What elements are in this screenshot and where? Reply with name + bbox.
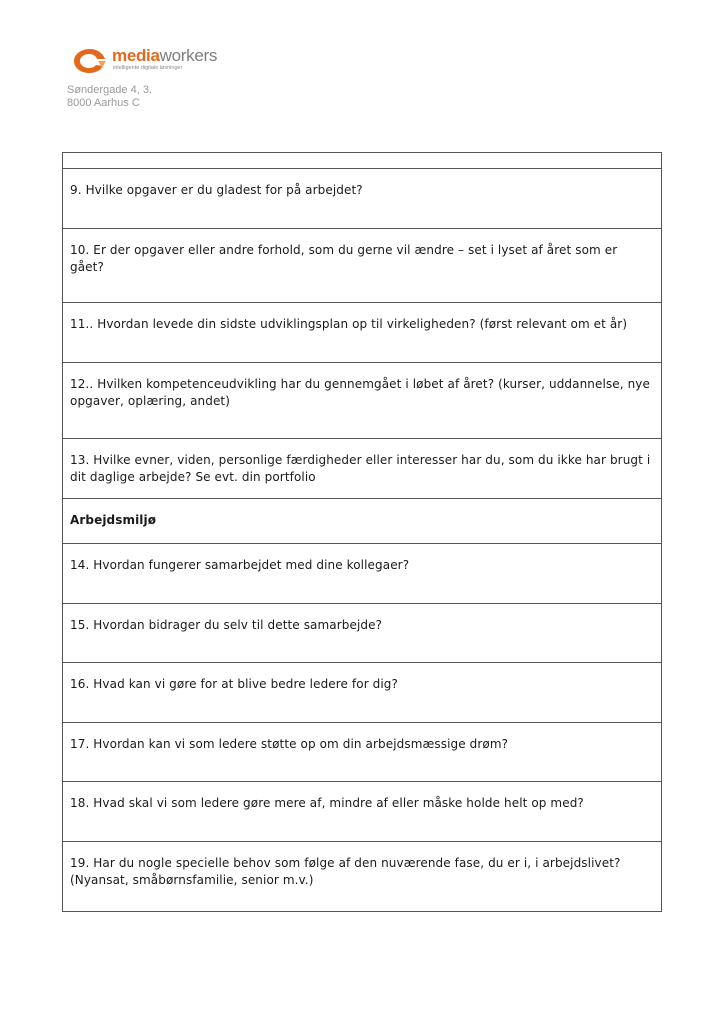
table-row bbox=[63, 604, 662, 663]
table-row bbox=[63, 663, 662, 723]
table-row bbox=[63, 544, 662, 604]
logo-swirl-icon bbox=[72, 46, 108, 76]
question-12[interactable]: 12.. Hvilken kompetenceudvikling har du gennemgået i løbet af året? (kurser, uddannelse, nye opgaver, oplæring, andet) bbox=[63, 363, 662, 439]
company-logo bbox=[72, 46, 218, 78]
logo-wordmark-secondary: workers bbox=[159, 46, 218, 65]
table-row bbox=[63, 303, 662, 363]
table-row bbox=[63, 723, 662, 782]
company-address bbox=[67, 84, 152, 110]
address-street: Søndergade 4, 3. bbox=[67, 84, 153, 96]
question-17[interactable]: 17. Hvordan kan vi som ledere støtte op om din arbejdsmæssige drøm? bbox=[63, 723, 662, 782]
table-row bbox=[63, 169, 662, 229]
question-10[interactable]: 10. Er der opgaver eller andre forhold, som du gerne vil ændre – set i lyset af året som er gået? bbox=[63, 229, 662, 303]
question-9[interactable]: 9. Hvilke opgaver er du gladest for på arbejdet? bbox=[63, 169, 662, 229]
question-16[interactable]: 16. Hvad kan vi gøre for at blive bedre ledere for dig? bbox=[63, 663, 662, 723]
question-11[interactable]: 11.. Hvordan levede din sidste udviklingsplan op til virkeligheden? (først relevant om et år) bbox=[63, 303, 662, 363]
table-row bbox=[63, 842, 662, 912]
question-13[interactable]: 13. Hvilke evner, viden, personlige færdigheder eller interesser har du, som du ikke har brugt i dit daglige arbejde? Se evt. din portfolio bbox=[63, 439, 662, 499]
table-row bbox=[63, 363, 662, 439]
question-19[interactable]: 19. Har du nogle specielle behov som følge af den nuværende fase, du er i, i arbejdslivet? (Nyansat, småbørnsfamilie, senior m.v.) bbox=[63, 842, 662, 912]
logo-wordmark-primary: media bbox=[112, 46, 160, 65]
table-row bbox=[63, 153, 662, 169]
table-row bbox=[63, 499, 662, 544]
question-15[interactable]: 15. Hvordan bidrager du selv til dette samarbejde? bbox=[63, 604, 662, 663]
logo-tagline: intelligente digitale løsninger bbox=[113, 65, 183, 71]
question-18[interactable]: 18. Hvad skal vi som ledere gøre mere af, mindre af eller måske holde helt op med? bbox=[63, 782, 662, 842]
table-row bbox=[63, 439, 662, 499]
table-cell-empty bbox=[63, 153, 662, 169]
question-14[interactable]: 14. Hvordan fungerer samarbejdet med dine kollegaer? bbox=[63, 544, 662, 604]
table-row bbox=[63, 229, 662, 303]
table-row bbox=[63, 782, 662, 842]
section-heading-arbejdsmiljo: Arbejdsmiljø bbox=[63, 499, 662, 544]
logo-wordmark bbox=[112, 46, 217, 66]
address-city: 8000 Aarhus C bbox=[67, 97, 140, 109]
questionnaire-table bbox=[62, 152, 662, 912]
